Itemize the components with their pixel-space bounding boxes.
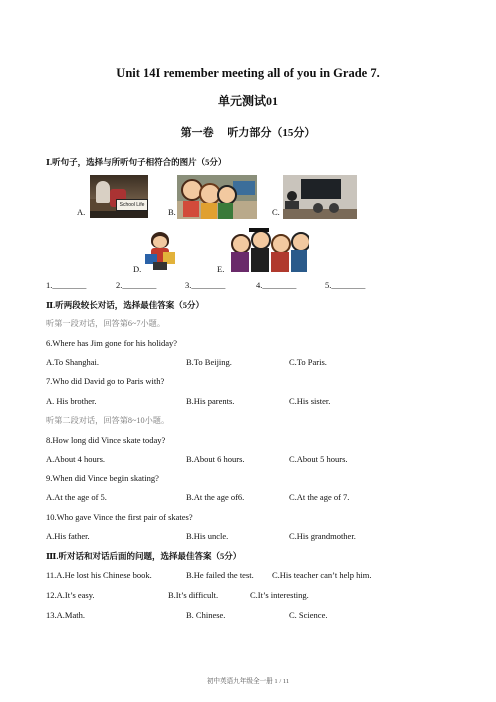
question-8-stem: 8.How long did Vince skate today? <box>46 435 166 445</box>
question-13-option-b: B. Chinese. <box>186 610 226 620</box>
picture-label-e: E. <box>217 264 225 274</box>
school-life-sign: School Life <box>116 199 148 211</box>
question-7-option-c: C.His sister. <box>289 396 331 406</box>
question-8-option-a: A.About 4 hours. <box>46 454 106 464</box>
section2-heading: Ⅱ.听两段较长对话，选择最佳答案（5分） <box>46 300 205 310</box>
answer-blank-1: 1.________ <box>46 280 87 290</box>
question-10-stem: 10.Who gave Vince the first pair of skates? <box>46 512 193 522</box>
document-title: Unit 14I remember meeting all of you in Grade 7. <box>116 66 380 80</box>
question-10-option-a: A.His father. <box>46 531 90 541</box>
picture-a <box>90 175 148 218</box>
question-9-option-a: A.At the age of 5. <box>46 492 107 502</box>
section1-heading: Ⅰ.听句子，选择与所听句子相符合的图片（5分） <box>46 157 227 167</box>
question-12-option-c: C.It’s interesting. <box>250 590 309 600</box>
question-7-stem: 7.Who did David go to Paris with? <box>46 376 165 386</box>
question-10-option-b: B.His uncle. <box>186 531 229 541</box>
question-7-option-a: A. His brother. <box>46 396 97 406</box>
question-11-option-c: C.His teacher can’t help him. <box>272 570 372 580</box>
picture-label-b: B. <box>168 207 176 217</box>
question-7-option-b: B.His parents. <box>186 396 235 406</box>
question-6-stem: 6.Where has Jim gone for his holiday? <box>46 338 178 348</box>
question-9-option-c: C.At the age of 7. <box>289 492 350 502</box>
dialogue1-note: 听第一段对话，回答第6~7小题。 <box>46 319 166 328</box>
picture-label-a: A. <box>77 207 86 217</box>
question-11-option-b: B.He failed the test. <box>186 570 254 580</box>
question-12-option-b: B.It’s difficult. <box>168 590 219 600</box>
picture-d <box>143 230 179 272</box>
question-12-option-a: 12.A.It’s easy. <box>46 590 95 600</box>
question-11-option-a: 11.A.He lost his Chinese book. <box>46 570 152 580</box>
question-6-option-a: A.To Shanghai. <box>46 357 99 367</box>
answer-blank-5: 5.________ <box>325 280 366 290</box>
question-10-option-c: C.His grandmother. <box>289 531 356 541</box>
picture-label-d: D. <box>133 264 142 274</box>
answer-blank-3: 3.________ <box>185 280 226 290</box>
picture-b <box>177 175 257 219</box>
dialogue2-note: 听第二段对话，回答第8~10小题。 <box>46 416 170 425</box>
section3-heading: Ⅲ.听对话和对话后面的问题，选择最佳答案（5分） <box>46 551 242 561</box>
question-9-option-b: B.At the age of6. <box>186 492 245 502</box>
question-8-option-c: C.About 5 hours. <box>289 454 348 464</box>
question-13-option-c: C. Science. <box>289 610 328 620</box>
document-subtitle: 单元测试01 <box>217 94 278 108</box>
answer-blank-2: 2.________ <box>116 280 157 290</box>
question-6-option-b: B.To Beijing. <box>186 357 232 367</box>
question-8-option-b: B.About 6 hours. <box>186 454 245 464</box>
answer-blank-4: 4.________ <box>256 280 297 290</box>
question-9-stem: 9.When did Vince begin skating? <box>46 473 159 483</box>
question-6-option-c: C.To Paris. <box>289 357 327 367</box>
picture-c <box>283 175 357 219</box>
part-heading: 第一卷 听力部分（15分） <box>180 127 316 139</box>
picture-e <box>229 228 309 272</box>
page-footer: 初中英语九年级全一册 1 / 11 <box>206 678 290 685</box>
question-13-option-a: 13.A.Math. <box>46 610 85 620</box>
picture-label-c: C. <box>272 207 280 217</box>
